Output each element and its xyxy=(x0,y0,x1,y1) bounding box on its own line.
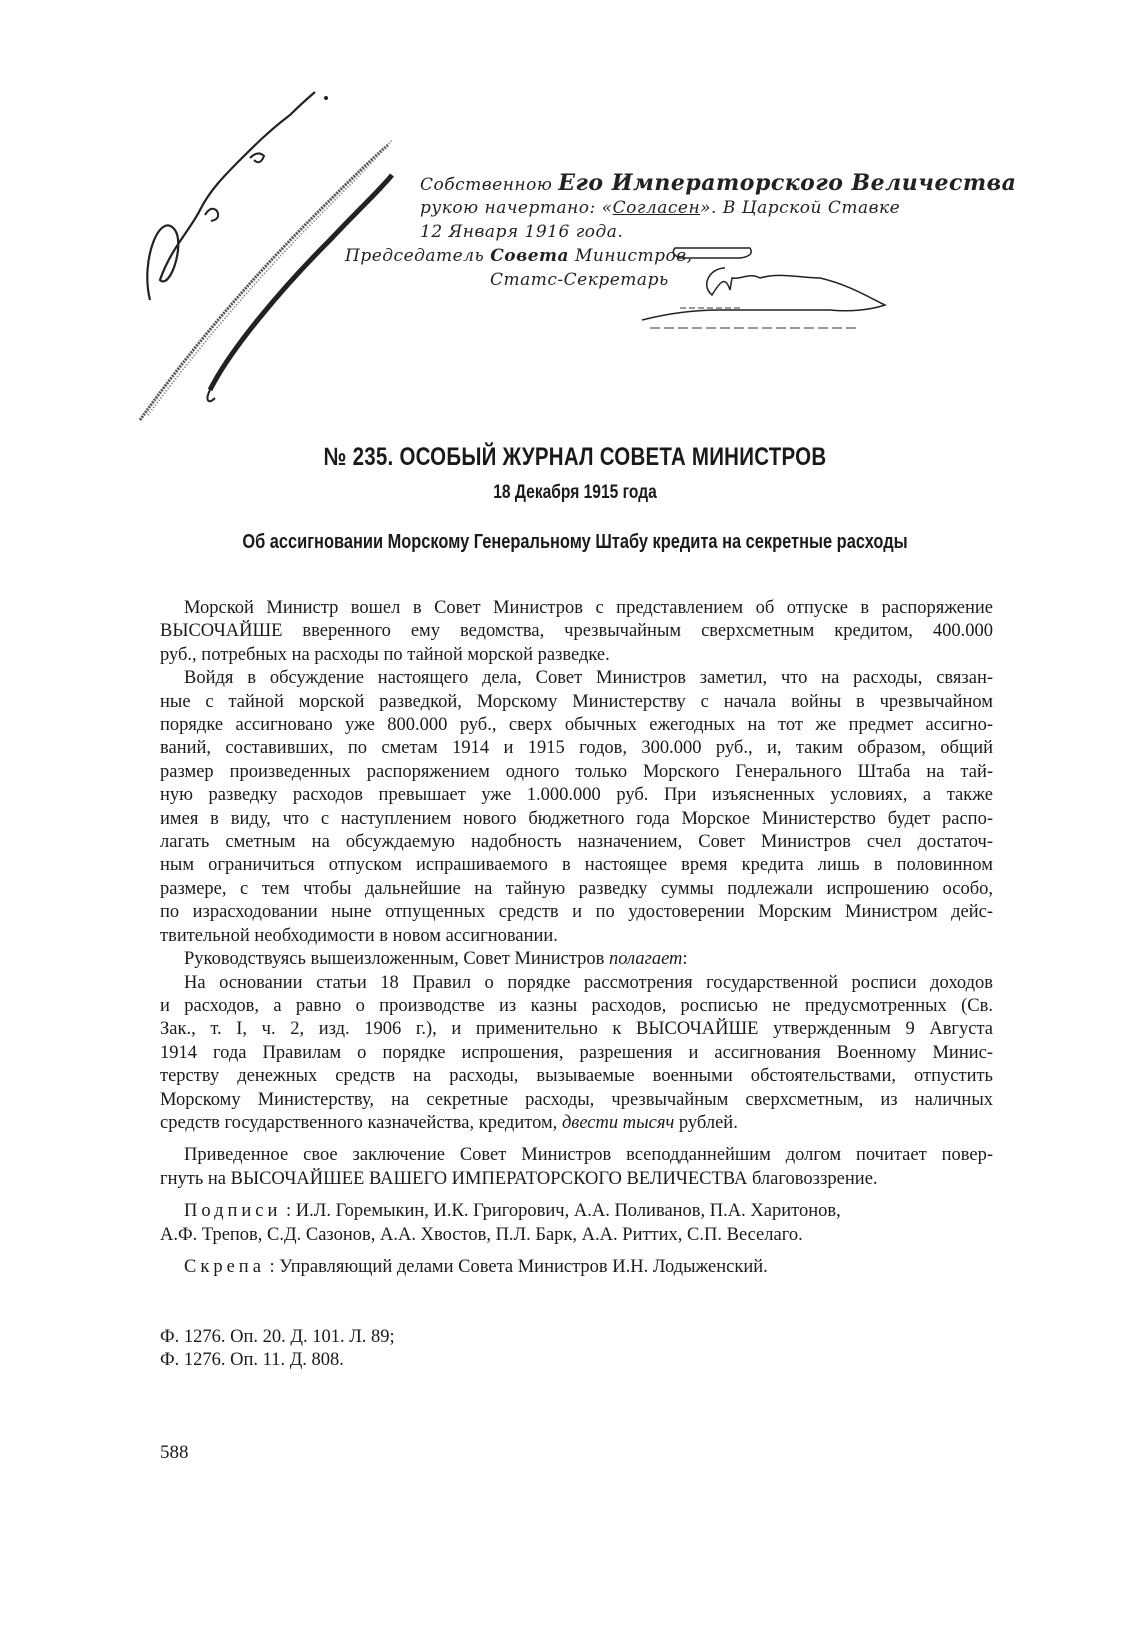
paragraph-4: На основании статьи 18 Правил о порядке рассмотрения государственной росписи доходов и расходов, а равно о производстве из казны расходов, росписью не предусмотренных (Св. Зак., т. I, ч. 2, изд. 1906 г.), и применительно к ВЫСОЧАЙШЕ утвержденным 9 Августа 1914 года Правилам о порядке испрошения, разрешения и ассигнования Военному Минис- терству денежных средств на расходы, вызываемые военными обстоятельствами, отпустить Морскому Министерству, на секретные расходы, чрезвычайным сверхсметным, из наличных средств государственного казначейства, кредитом, двести тысяч рублей. xyxy=(160,972,993,1133)
imperial-resolution-stamp xyxy=(345,160,1017,340)
signature-icon xyxy=(380,160,1000,340)
stamp-line-4: Председатель Совета Министров, xyxy=(345,246,693,266)
document-subject: Об ассигновании Морскому Генеральному Штабу кредита на секретные расходы xyxy=(242,531,908,553)
stamp-line-2: рукою начертано: «Согласен». В Царской Ставке xyxy=(420,198,901,218)
paragraph-1: Морской Министр вошел в Совет Министров с представлением об отпуске в распоряжение ВЫСОЧАЙШЕ вверенного ему ведомства, чрезвычайным сверхсметным кредитом, 400.000 руб., потребных на расходы по тайной морской разведке. xyxy=(160,598,993,665)
stamp-line-3: 12 Января 1916 года. xyxy=(420,222,624,242)
document-date: 18 Декабря 1915 года xyxy=(493,482,657,503)
paragraph-2: Войдя в обсуждение настоящего дела, Совет Министров заметил, что на расходы, связан- ные с тайной морской разведкой, Морскому Министерству с начала войны в чрезвычайном порядке ассигновано уже 800.000 руб., сверх обычных ежегодных на тот же предмет ассигно- ваний, составивших, по сметам 1914 и 1915 годов, 300.000 руб., и, таким образом, общий размер произведенных распоряжением одного только Морского Генерального Штаба на тай- ную разведку расходов превышает уже 1.000.000 руб. При изъясненных условиях, а также имея в виду, что с наступлением нового бюджетного года Морское Министерство будет распо- лагать сметным на обсуждаемую надобность назначением, Совет Министров счел достаточ- ным ограничиться отпуском испрашиваемого в настоящее время кредита лишь в половинном размере, с тем чтобы дальнейшие на тайную разведку суммы подлежали испрошению особо, по израсходовании ныне отпущенных средств и по удостоверении Морским Министром дейс- твительной необходимости в новом ассигновании. xyxy=(160,668,993,946)
stamp-line-5: Статс-Секретарь xyxy=(490,270,669,290)
source-line: Ф. 1276. Оп. 20. Д. 101. Л. 89; xyxy=(160,1327,395,1347)
page-number: 588 xyxy=(160,1442,189,1463)
archive-sources xyxy=(160,1326,395,1372)
stamp-line-1: Собственною Его Императорского Величества xyxy=(420,170,1017,196)
document-body xyxy=(160,597,993,1279)
countersign-block: Скрепа : Управляющий делами Совета Министров И.Н. Лодыженский. xyxy=(184,1256,768,1277)
signatures-block: Подписи : И.Л. Горемыкин, И.К. Григорович, А.А. Поливанов, П.А. Харитонов, А.Ф. Трепов, С.Д. Сазонов, А.А. Хвостов, П.Л. Барк, А.А. Риттих, С.П. Веселаго. xyxy=(160,1201,841,1245)
source-line: Ф. 1276. Оп. 11. Д. 808. xyxy=(160,1350,344,1370)
paragraph-5: Приведенное свое заключение Совет Министров всеподданнейшим долгом почитает повер- гнуть на ВЫСОЧАЙШЕЕ ВАШЕГО ИМПЕРАТОРСКОГО ВЕЛИЧЕСТВА благовоззрение. xyxy=(160,1145,993,1189)
document-heading xyxy=(150,440,1000,556)
paragraph-3: Руководствуясь вышеизложенным, Совет Министров полагает: xyxy=(184,949,688,970)
document-title: № 235. ОСОБЫЙ ЖУРНАЛ СОВЕТА МИНИСТРОВ xyxy=(323,443,827,471)
